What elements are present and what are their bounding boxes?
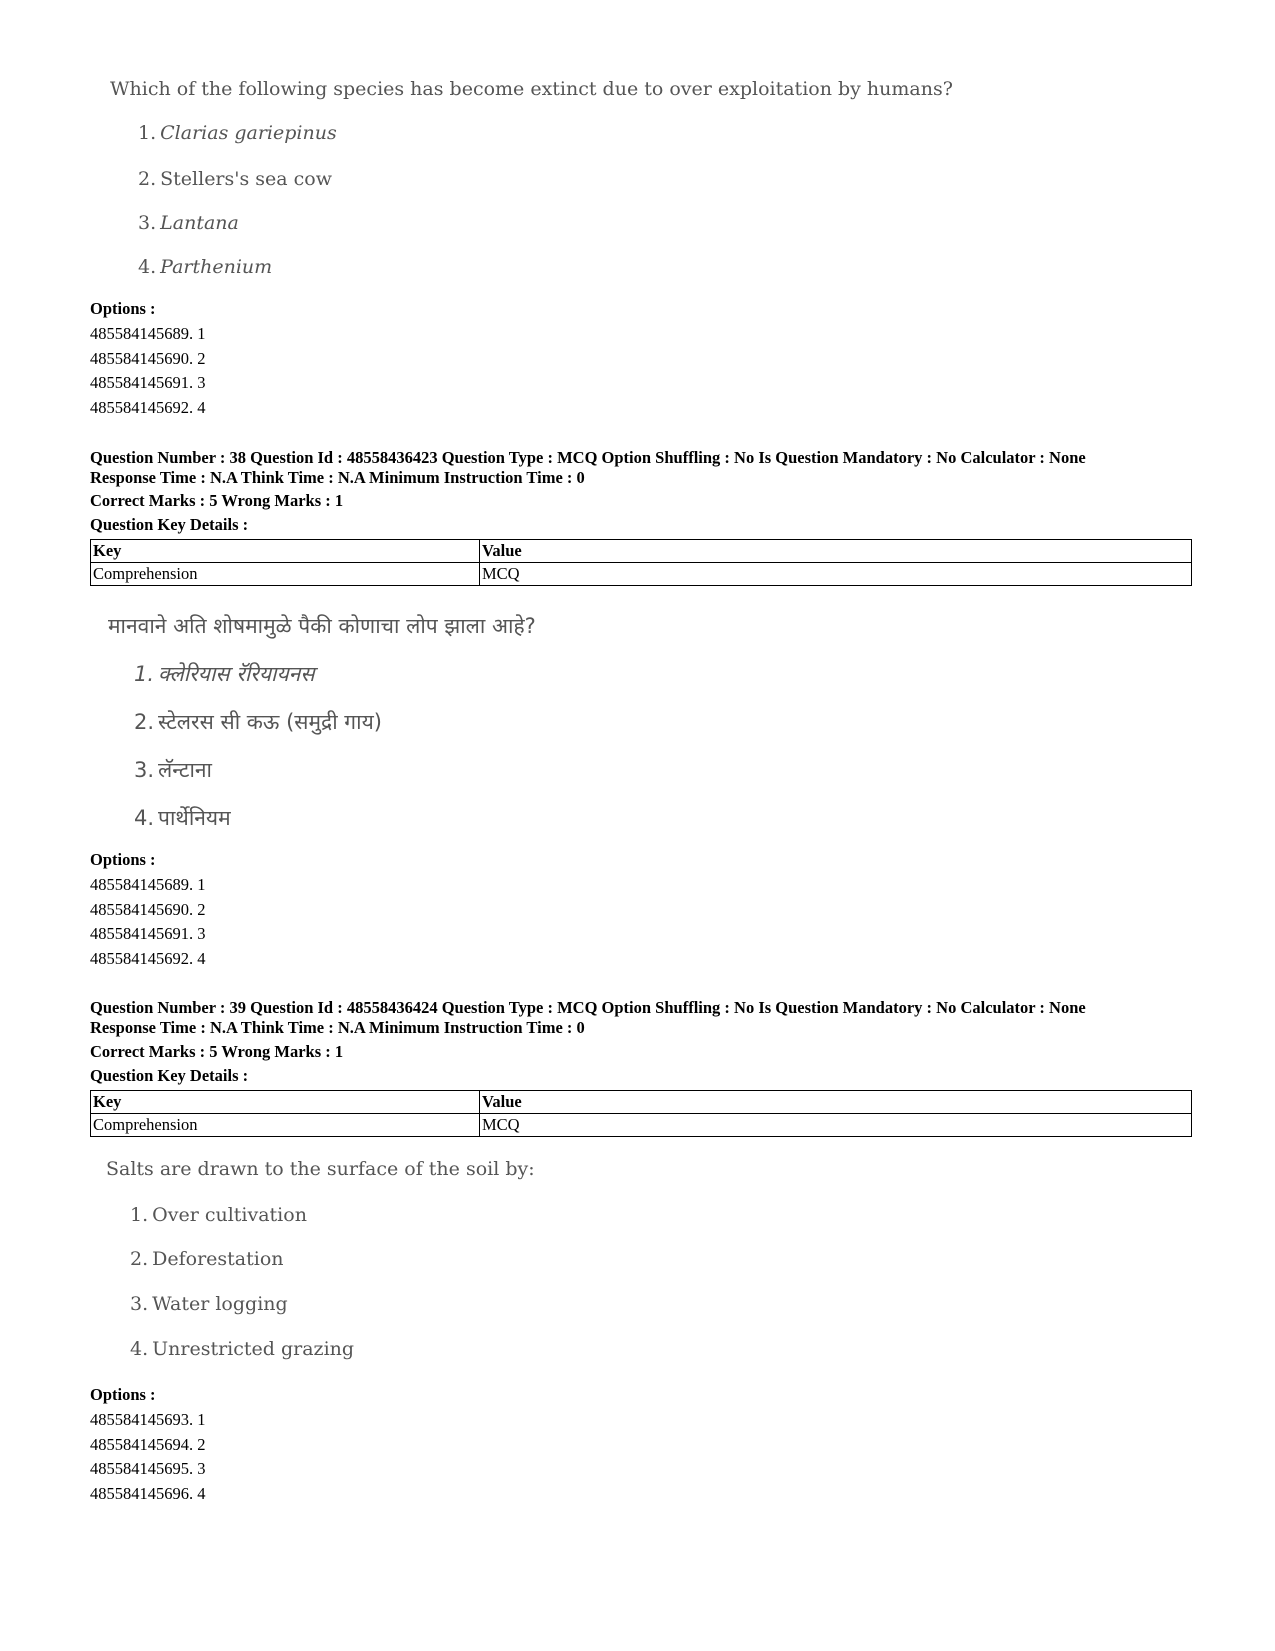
option-id: 485584145690. 2 <box>90 899 206 919</box>
question-meta <box>90 448 1210 488</box>
options-label: Options : <box>90 1385 156 1404</box>
option-id: 485584145695. 3 <box>90 1459 206 1479</box>
key-details-table <box>90 1090 1192 1137</box>
option-id: 485584145689. 1 <box>90 323 206 343</box>
question-meta-line2: Response Time : N.A Think Time : N.A Minimum Instruction Time : 0 <box>90 468 585 487</box>
key-details-label: Question Key Details : <box>90 515 249 534</box>
option-id: 485584145692. 4 <box>90 949 206 969</box>
table-header-value: Value <box>480 1091 1192 1114</box>
options-block <box>90 297 206 421</box>
option-id: 485584145696. 4 <box>90 1484 206 1504</box>
question-stem: Which of the following species has become extinct due to over exploitation by humans? <box>110 78 953 100</box>
image-option: 3. लॅन्टाना <box>134 758 212 782</box>
marks-line: Correct Marks : 5 Wrong Marks : 1 <box>90 491 344 510</box>
image-option: 2. स्टेलरस सी कऊ (समुद्री गाय) <box>134 710 382 734</box>
table-cell-value: MCQ <box>480 563 1192 586</box>
question-meta-line1: Question Number : 38 Question Id : 48558436423 Question Type : MCQ Option Shuffling : No Is Question Mandatory : No Calculator : None <box>90 448 1086 467</box>
options-label: Options : <box>90 299 156 318</box>
image-option: 2. Stellers's sea cow <box>138 168 332 190</box>
table-cell-value: MCQ <box>480 1114 1192 1137</box>
question-stem: मानवाने अति शोषमामुळे पैकी कोणाचा लोप झाला आहे? <box>108 614 536 638</box>
image-option: 4. Parthenium <box>138 256 273 278</box>
options-block <box>90 848 206 972</box>
question-meta <box>90 998 1210 1038</box>
option-id: 485584145689. 1 <box>90 874 206 894</box>
question-image <box>108 612 1008 842</box>
question-image <box>110 78 1010 288</box>
table-cell-key: Comprehension <box>91 1114 480 1137</box>
image-option: 3. Lantana <box>138 212 239 234</box>
image-option: 1. Clarias gariepinus <box>138 122 337 144</box>
image-option: 4. Unrestricted grazing <box>130 1338 355 1360</box>
options-block <box>90 1383 206 1507</box>
table-cell-key: Comprehension <box>91 563 480 586</box>
marks-line: Correct Marks : 5 Wrong Marks : 1 <box>90 1042 344 1061</box>
question-meta-line2: Response Time : N.A Think Time : N.A Minimum Instruction Time : 0 <box>90 1018 585 1037</box>
option-id: 485584145690. 2 <box>90 348 206 368</box>
option-id: 485584145692. 4 <box>90 398 206 418</box>
table-header-value: Value <box>480 540 1192 563</box>
option-id: 485584145693. 1 <box>90 1409 206 1429</box>
option-id: 485584145691. 3 <box>90 924 206 944</box>
option-id: 485584145691. 3 <box>90 373 206 393</box>
option-id: 485584145694. 2 <box>90 1434 206 1454</box>
table-header-key: Key <box>91 1091 480 1114</box>
image-option: 3. Water logging <box>130 1293 288 1315</box>
options-label: Options : <box>90 850 156 869</box>
key-details-label: Question Key Details : <box>90 1066 249 1085</box>
question-meta-line1: Question Number : 39 Question Id : 48558436424 Question Type : MCQ Option Shuffling : No Is Question Mandatory : No Calculator : None <box>90 998 1086 1017</box>
table-header-key: Key <box>91 540 480 563</box>
question-stem: Salts are drawn to the surface of the soil by: <box>106 1158 535 1180</box>
image-option: 2. Deforestation <box>130 1248 284 1270</box>
key-details-table <box>90 539 1192 586</box>
image-option: 1. क्लेरियास रॅरियायनस <box>134 662 315 686</box>
image-option: 4. पार्थेनियम <box>134 806 231 830</box>
question-image <box>106 1158 1006 1368</box>
image-option: 1. Over cultivation <box>130 1204 307 1226</box>
